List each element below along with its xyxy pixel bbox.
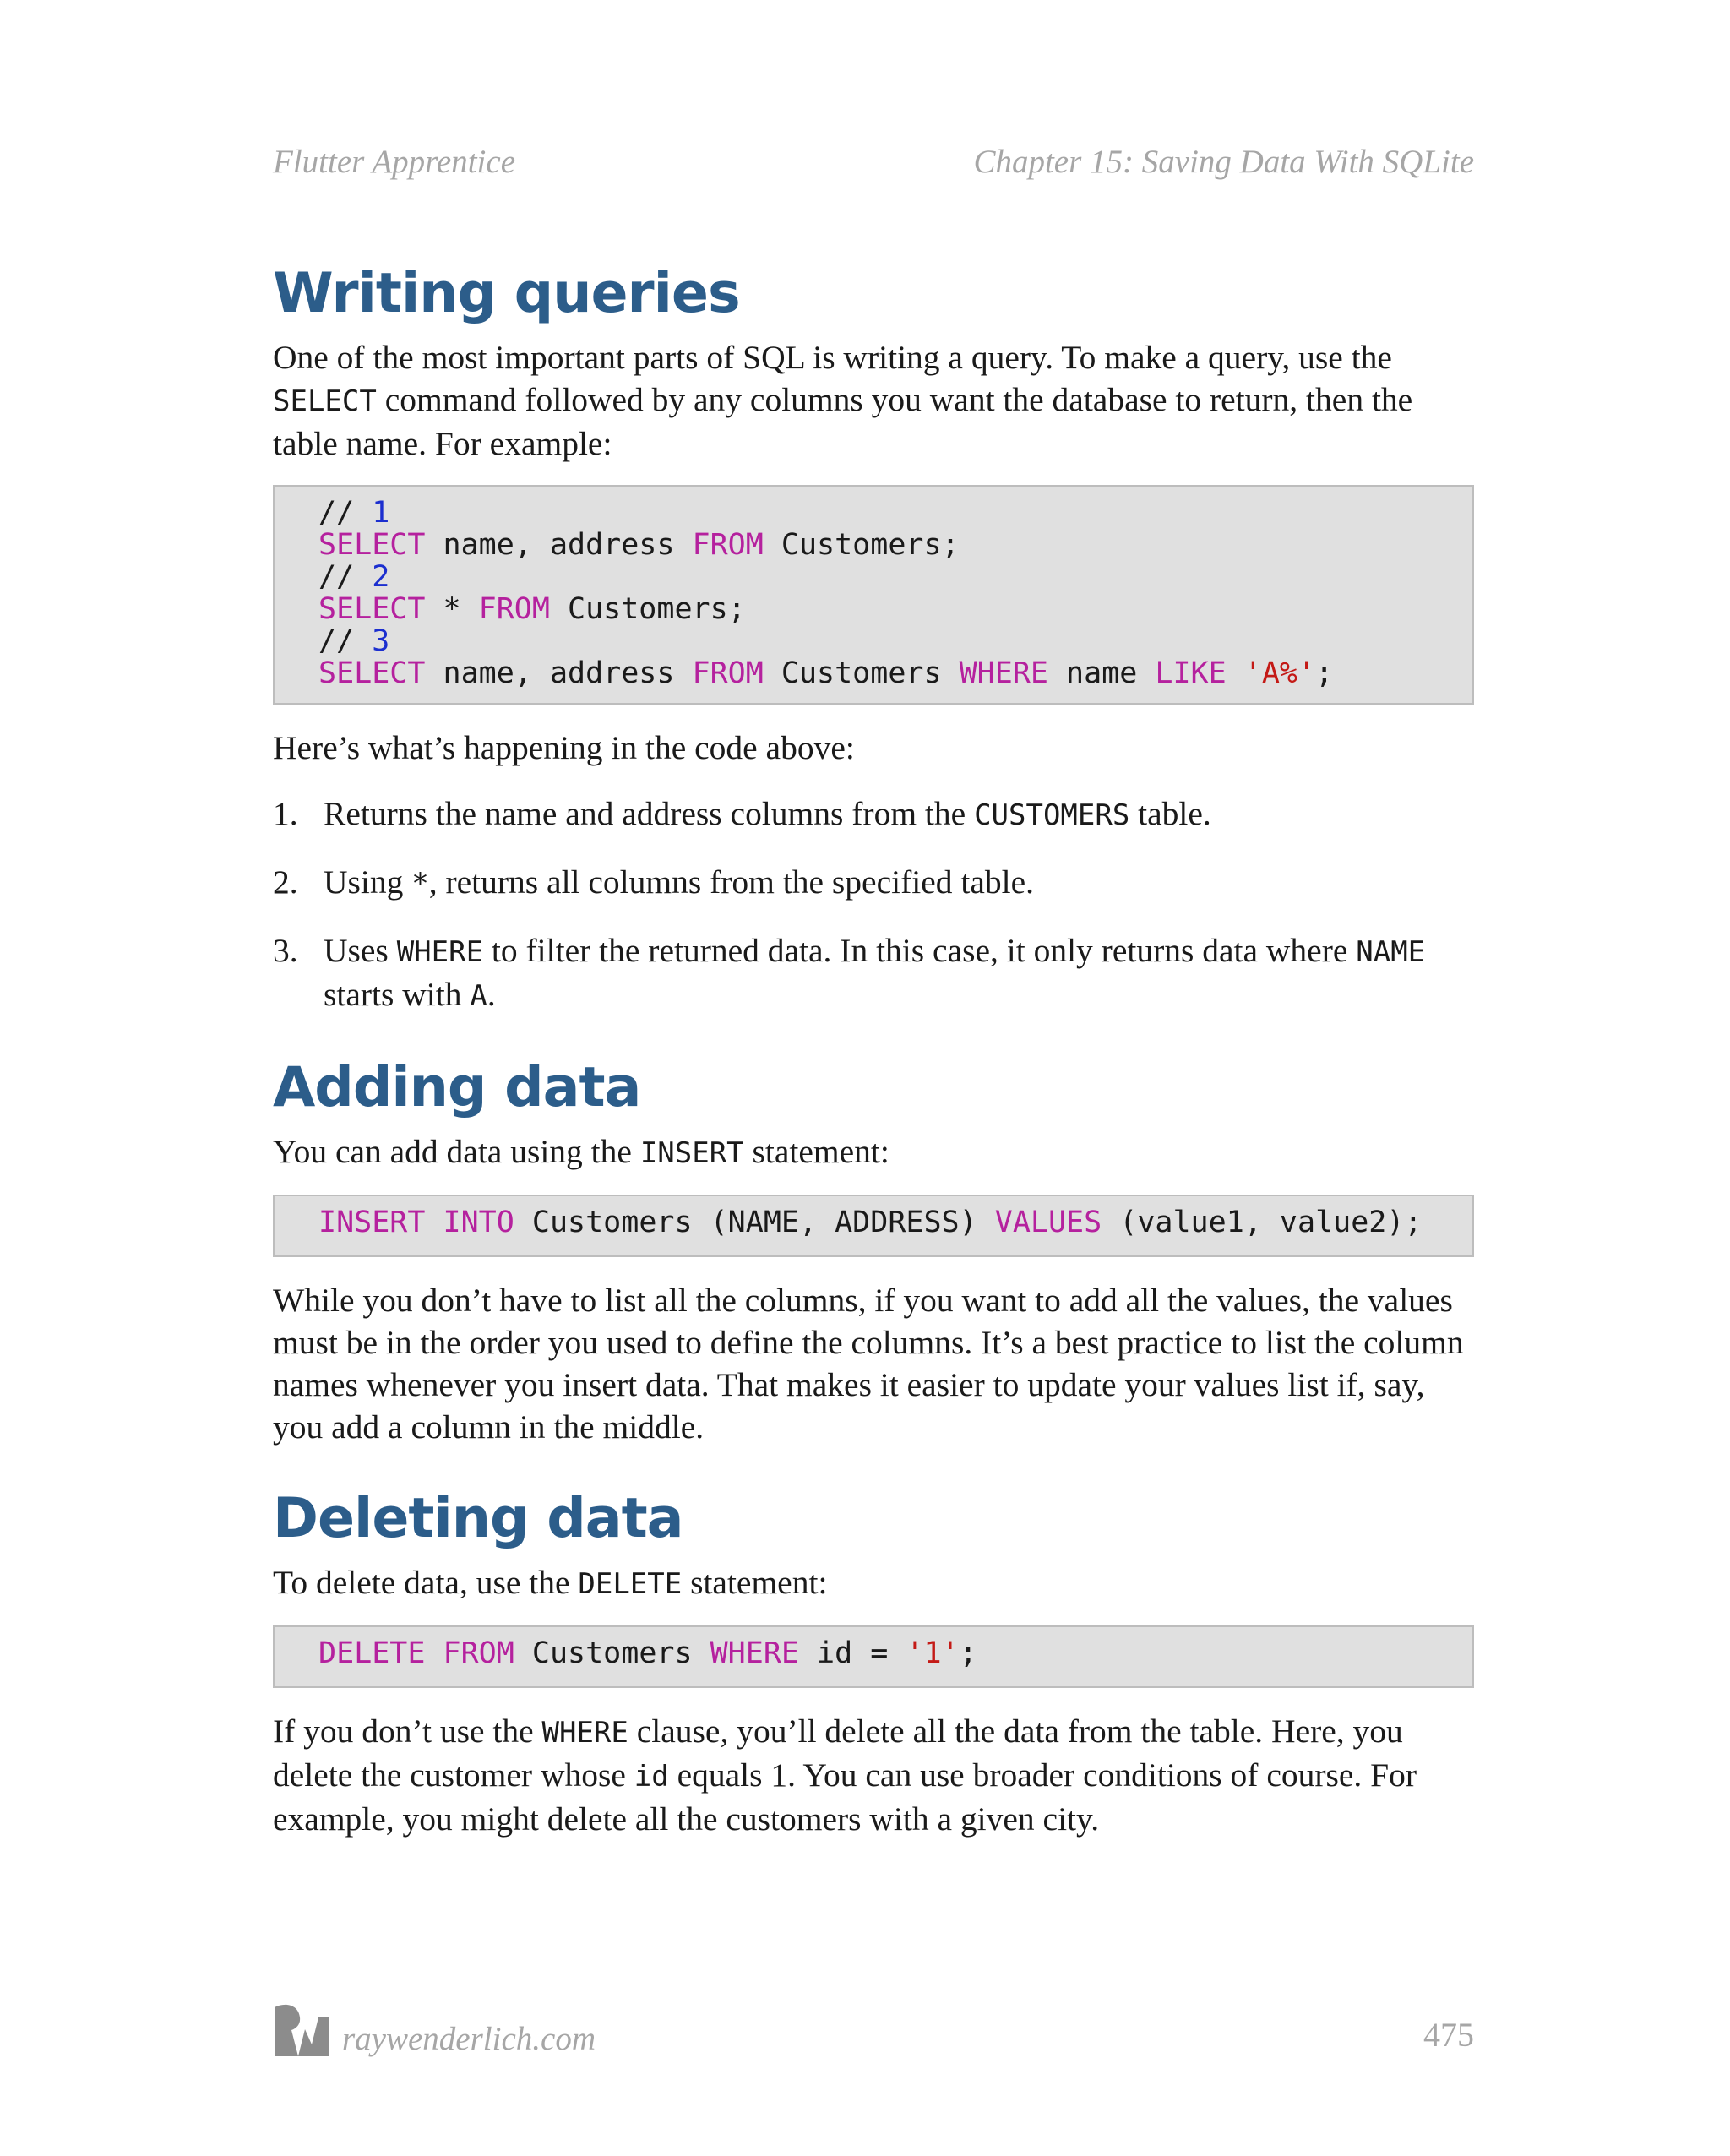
deleting-paragraph: If you don’t use the WHERE clause, you’ll delete all the data from the table. Here, you delete the customer whose id equals 1. You can use broader conditions of course. For example, you might delete all the customers with a given city. <box>273 1712 1417 1838</box>
code-line: SELECT * FROM Customers; <box>318 592 746 626</box>
chapter-title: Chapter 15: Saving Data With SQLite <box>973 144 1474 180</box>
inline-code: WHERE <box>396 935 484 969</box>
page-number: 475 <box>1423 2016 1474 2054</box>
code-line: // 1 <box>318 496 390 530</box>
list-item: 1. Returns the name and address columns from the CUSTOMERS table. <box>273 795 1211 832</box>
footer-site-name: raywenderlich.com <box>342 2021 596 2057</box>
code-line: // 2 <box>318 560 390 594</box>
book-title: Flutter Apprentice <box>273 144 516 180</box>
insert-code-block <box>273 1195 1474 1257</box>
list-item: 3. Uses WHERE to filter the returned data. In this case, it only returns data where NAME starts with A. <box>273 932 1426 1013</box>
inline-code: * <box>411 867 429 901</box>
list-item: 2. Using *, returns all columns from the specified table. <box>273 863 1034 901</box>
page-content <box>273 253 1474 1840</box>
code-line: SELECT name, address FROM Customers; <box>318 528 960 562</box>
select-code-block <box>273 485 1474 705</box>
inline-code: CUSTOMERS <box>974 798 1130 832</box>
explain-paragraph: Here’s what’s happening in the code above: <box>273 729 855 766</box>
adding-paragraph: While you don’t have to list all the columns, if you want to add all the values, the values must be in the order you used to define the columns. It’s a best practice to list the column names whenever you insert data. That makes it easier to update your values list if, say, you add a column in the middle. <box>273 1282 1464 1446</box>
inline-code: INSERT <box>639 1136 744 1170</box>
inline-code: SELECT <box>273 384 377 418</box>
writing-intro-paragraph: One of the most important parts of SQL is writing a query. To make a query, use the SELECT command followed by any columns you want the database to return, then the table name. For example: <box>273 339 1413 462</box>
inline-code: A <box>470 979 487 1013</box>
code-line: SELECT name, address FROM Customers WHERE name LIKE 'A%'; <box>318 656 1334 690</box>
code-line: INSERT INTO Customers (NAME, ADDRESS) VALUES (value1, value2); <box>318 1206 1423 1239</box>
inline-code: NAME <box>1356 935 1426 969</box>
heading-writing-queries: Writing queries <box>273 262 740 325</box>
steps-list <box>273 792 1474 1017</box>
delete-code-block <box>273 1625 1474 1688</box>
inline-code: WHERE <box>541 1716 628 1750</box>
raywenderlich-logo-icon <box>273 2001 330 2058</box>
code-line: // 3 <box>318 624 390 658</box>
inline-code: DELETE <box>578 1567 683 1601</box>
code-line: DELETE FROM Customers WHERE id = '1'; <box>318 1636 977 1670</box>
heading-deleting-data: Deleting data <box>273 1487 683 1550</box>
adding-intro-paragraph: You can add data using the INSERT statement: <box>273 1133 889 1170</box>
deleting-intro-paragraph: To delete data, use the DELETE statement: <box>273 1564 828 1601</box>
heading-adding-data: Adding data <box>273 1056 641 1119</box>
inline-code: id <box>634 1760 669 1794</box>
